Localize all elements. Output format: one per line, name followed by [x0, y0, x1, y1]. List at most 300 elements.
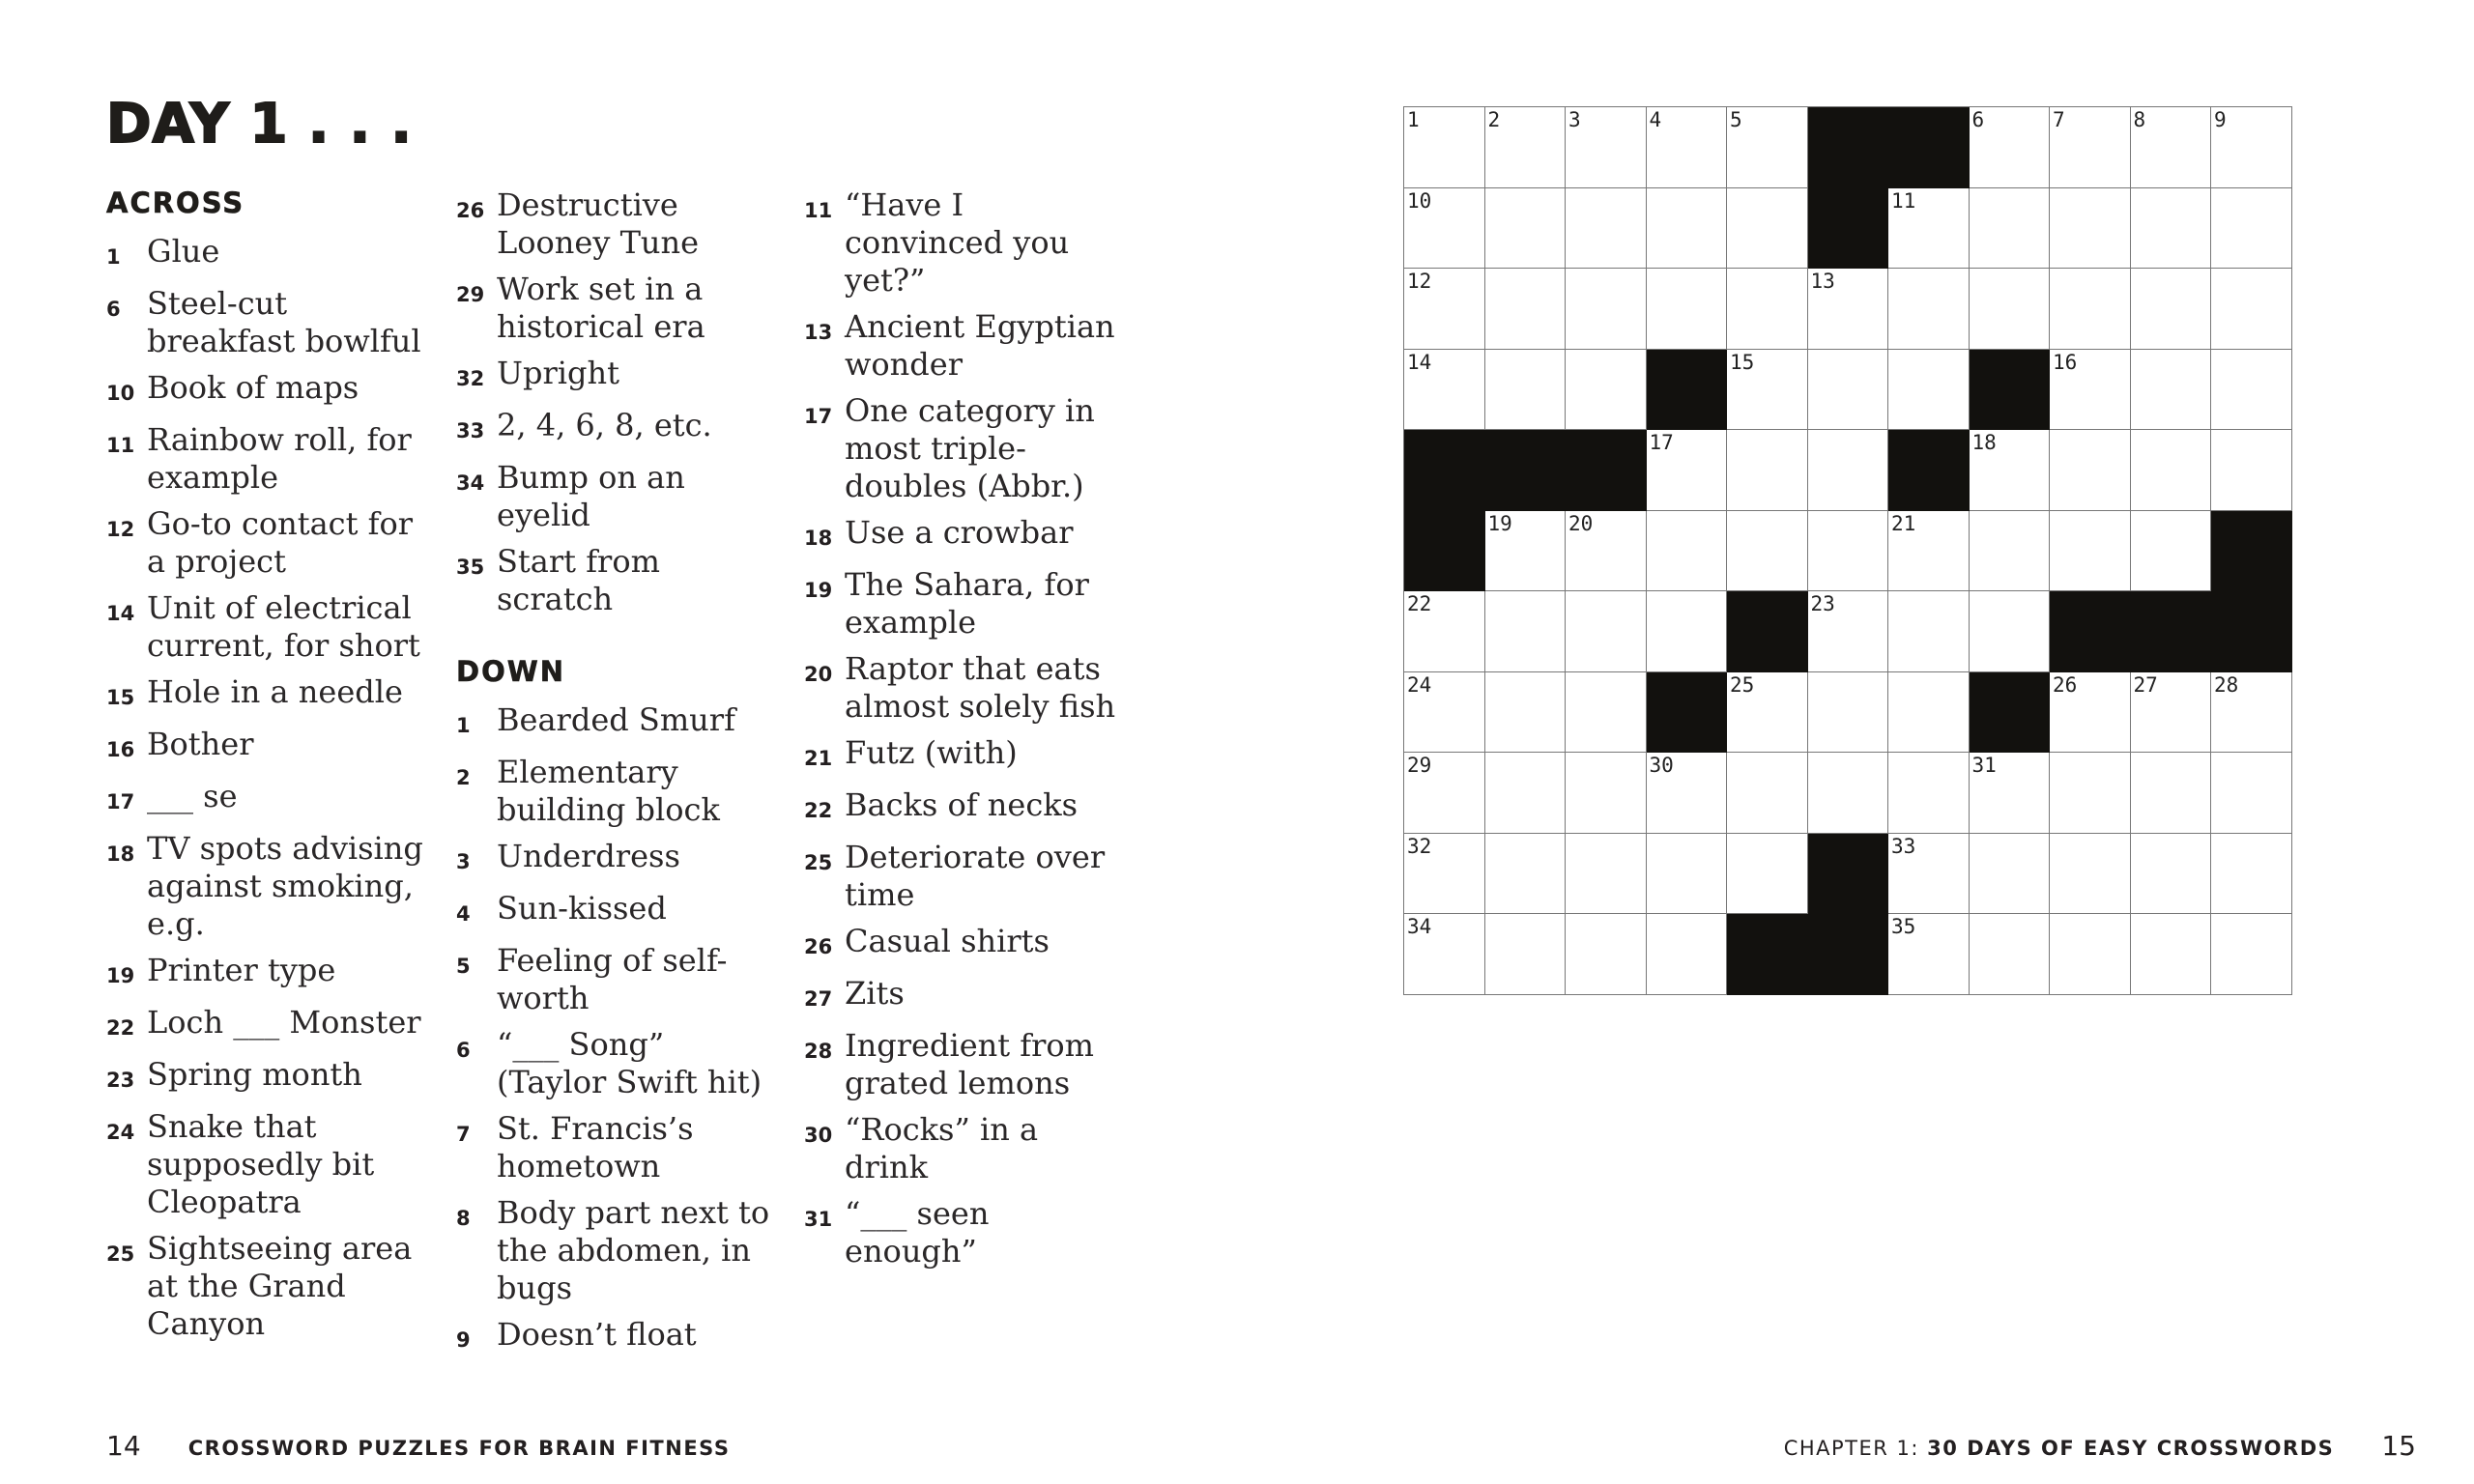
- cell-number: 4: [1649, 108, 1662, 131]
- cell-number: 15: [1730, 350, 1755, 374]
- grid-cell[interactable]: [2131, 350, 2212, 431]
- clue-text: Printer type: [147, 952, 336, 988]
- grid-cell[interactable]: [1888, 914, 1970, 995]
- cell-number: 30: [1649, 754, 1674, 777]
- grid-cell[interactable]: [2211, 914, 2292, 995]
- clue-number: 1: [106, 245, 121, 269]
- clue-item: [456, 271, 775, 346]
- across-heading: ACROSS: [106, 186, 245, 219]
- grid-cell[interactable]: [1970, 834, 2051, 915]
- clue-number: 10: [106, 382, 135, 405]
- clue-number: 33: [456, 419, 485, 442]
- clue-column-1: [106, 186, 425, 1352]
- clue-item: [456, 1110, 775, 1185]
- clue-text: Underdress: [497, 838, 680, 874]
- cell-number: 13: [1810, 270, 1835, 293]
- grid-block: [2211, 511, 2292, 592]
- grid-cell[interactable]: [1566, 591, 1647, 672]
- clue-item: [106, 1230, 425, 1343]
- clue-text: Bump on an eyelid: [497, 459, 685, 533]
- crossword-grid: [1403, 106, 2292, 995]
- grid-cell[interactable]: [2211, 834, 2292, 915]
- clue-number: 19: [106, 964, 135, 987]
- grid-cell[interactable]: [2131, 672, 2212, 754]
- chapter-label: [1784, 1437, 2335, 1460]
- clue-text: ___ se: [147, 778, 238, 814]
- clue-number: 5: [456, 955, 471, 978]
- clue-number: 26: [804, 935, 833, 958]
- grid-cell[interactable]: [2211, 753, 2292, 834]
- clue-item: [456, 838, 775, 881]
- clue-text: Unit of electrical current, for short: [147, 589, 420, 664]
- clue-item: [804, 392, 1123, 505]
- grid-cell[interactable]: [1970, 107, 2051, 188]
- clue-text: Use a crowbar: [845, 514, 1074, 551]
- grid-cell[interactable]: [1970, 511, 2051, 592]
- clue-item: [456, 407, 775, 450]
- grid-cell[interactable]: [1727, 834, 1808, 915]
- cell-number: 17: [1649, 431, 1674, 454]
- cell-number: 2: [1487, 108, 1501, 131]
- cell-number: 5: [1730, 108, 1742, 131]
- cell-number: 28: [2214, 672, 2239, 697]
- grid-cell[interactable]: [1404, 672, 1485, 754]
- cell-number: 6: [1971, 108, 1985, 131]
- grid-cell[interactable]: [1647, 914, 1728, 995]
- clue-text: TV spots advising against smoking, e.g.: [147, 830, 423, 942]
- cell-number: 26: [2053, 672, 2078, 697]
- grid-cell[interactable]: [1888, 834, 1970, 915]
- clue-number: 7: [456, 1123, 471, 1146]
- clue-number: 25: [804, 851, 833, 874]
- clue-text: “___ Song” (Taylor Swift hit): [497, 1026, 762, 1100]
- clue-number: 20: [804, 663, 833, 686]
- grid-cell[interactable]: [1647, 591, 1728, 672]
- clue-item: [106, 1056, 425, 1099]
- clue-text: St. Francis’s hometown: [497, 1110, 694, 1184]
- grid-cell[interactable]: [2211, 672, 2292, 754]
- clue-item: [804, 186, 1123, 300]
- clue-text: “___ seen enough”: [845, 1195, 990, 1270]
- grid-cell[interactable]: [1485, 269, 1567, 350]
- clue-number: 19: [804, 579, 833, 602]
- grid-cell[interactable]: [1888, 672, 1970, 754]
- grid-cell[interactable]: [1888, 269, 1970, 350]
- grid-block: [1808, 914, 1889, 995]
- clue-item: [804, 786, 1123, 830]
- grid-cell[interactable]: [1485, 834, 1567, 915]
- clue-text: Glue: [147, 233, 220, 270]
- grid-block: [1808, 834, 1889, 915]
- cell-number: 16: [2053, 350, 2078, 374]
- clue-text: Spring month: [147, 1056, 362, 1093]
- grid-cell[interactable]: [1647, 511, 1728, 592]
- grid-cell[interactable]: [1808, 269, 1889, 350]
- grid-block: [1647, 672, 1728, 754]
- clue-text: Casual shirts: [845, 923, 1050, 959]
- grid-block: [2131, 591, 2212, 672]
- clue-item: [804, 839, 1123, 914]
- grid-block: [1727, 591, 1808, 672]
- grid-cell[interactable]: [1808, 591, 1889, 672]
- clue-item: [106, 673, 425, 717]
- clue-number: 9: [456, 1328, 471, 1352]
- grid-cell[interactable]: [2131, 188, 2212, 270]
- clue-item: [106, 421, 425, 497]
- cell-number: 29: [1407, 754, 1432, 777]
- clue-text: Sun-kissed: [497, 890, 667, 927]
- clue-text: Destructive Looney Tune: [497, 186, 700, 261]
- grid-block: [1888, 430, 1970, 511]
- clue-column-3: [804, 186, 1123, 1279]
- clue-text: Elementary building block: [497, 754, 720, 828]
- clue-item: [456, 1194, 775, 1307]
- grid-cell[interactable]: [1727, 188, 1808, 270]
- clue-text: “Have I convinced you yet?”: [845, 186, 1070, 299]
- cell-number: 21: [1891, 511, 1916, 535]
- grid-cell[interactable]: [1566, 188, 1647, 270]
- clue-item: [804, 975, 1123, 1018]
- cell-number: 8: [2133, 108, 2146, 131]
- grid-cell[interactable]: [1727, 511, 1808, 592]
- clue-item: [106, 589, 425, 665]
- grid-cell[interactable]: [1485, 591, 1567, 672]
- cell-number: 11: [1891, 188, 1916, 213]
- grid-cell[interactable]: [2050, 753, 2131, 834]
- clue-text: Ingredient from grated lemons: [845, 1027, 1095, 1101]
- grid-cell[interactable]: [1888, 188, 1970, 270]
- clue-item: [106, 505, 425, 581]
- clue-item: [456, 754, 775, 829]
- grid-block: [1808, 188, 1889, 270]
- clue-number: 21: [804, 747, 833, 770]
- grid-cell[interactable]: [2050, 188, 2131, 270]
- clue-column-2: [456, 186, 775, 1368]
- clue-number: 34: [456, 471, 485, 495]
- clue-number: 2: [456, 766, 471, 789]
- grid-cell[interactable]: [1566, 753, 1647, 834]
- grid-block: [1808, 107, 1889, 188]
- grid-cell[interactable]: [2211, 188, 2292, 270]
- grid-cell[interactable]: [2211, 269, 2292, 350]
- clue-number: 17: [804, 405, 833, 428]
- clue-number: 17: [106, 790, 135, 813]
- clue-number: 11: [804, 199, 833, 222]
- clue-number: 35: [456, 556, 485, 579]
- clue-number: 28: [804, 1040, 833, 1063]
- grid-block: [1727, 914, 1808, 995]
- grid-cell[interactable]: [1970, 269, 2051, 350]
- clue-number: 25: [106, 1242, 135, 1266]
- grid-cell[interactable]: [1727, 753, 1808, 834]
- grid-cell[interactable]: [1485, 672, 1567, 754]
- clue-item: [804, 514, 1123, 557]
- clue-number: 13: [804, 321, 833, 344]
- clue-text: Go-to contact for a project: [147, 505, 414, 580]
- clue-text: Body part next to the abdomen, in bugs: [497, 1194, 770, 1306]
- grid-cell[interactable]: [1404, 753, 1485, 834]
- grid-cell[interactable]: [1727, 107, 1808, 188]
- clue-text: Futz (with): [845, 734, 1018, 771]
- grid-cell[interactable]: [2050, 430, 2131, 511]
- clue-item: [106, 778, 425, 821]
- cell-number: 12: [1407, 270, 1432, 293]
- clue-item: [456, 942, 775, 1017]
- grid-cell[interactable]: [1888, 591, 1970, 672]
- grid-cell[interactable]: [1888, 350, 1970, 431]
- clue-number: 24: [106, 1121, 135, 1144]
- grid-cell[interactable]: [1566, 914, 1647, 995]
- clue-text: Bother: [147, 726, 254, 762]
- clue-item: [804, 650, 1123, 726]
- cell-number: 19: [1487, 511, 1512, 535]
- clue-text: Rainbow roll, for example: [147, 421, 412, 496]
- clue-item: [804, 1195, 1123, 1270]
- grid-block: [1970, 350, 2051, 431]
- grid-block: [1970, 672, 2051, 754]
- clue-text: Bearded Smurf: [497, 701, 735, 738]
- grid-cell[interactable]: [1404, 350, 1485, 431]
- clue-text: Hole in a needle: [147, 673, 403, 710]
- clue-item: [804, 1027, 1123, 1102]
- cell-number: 33: [1891, 834, 1916, 858]
- grid-cell[interactable]: [2050, 107, 2131, 188]
- clue-item: [106, 952, 425, 995]
- grid-cell[interactable]: [1404, 914, 1485, 995]
- clue-number: 23: [106, 1069, 135, 1092]
- grid-cell[interactable]: [1727, 269, 1808, 350]
- page-title: DAY 1 . . .: [106, 93, 413, 156]
- grid-cell[interactable]: [1888, 753, 1970, 834]
- grid-cell[interactable]: [1970, 914, 2051, 995]
- cell-number: 10: [1407, 188, 1432, 213]
- clue-item: [456, 1316, 775, 1359]
- clue-text: The Sahara, for example: [845, 566, 1089, 641]
- clue-item: [456, 543, 775, 618]
- clue-number: 6: [106, 298, 121, 321]
- grid-block: [1404, 430, 1485, 511]
- grid-cell[interactable]: [1970, 188, 2051, 270]
- grid-cell[interactable]: [2131, 269, 2212, 350]
- grid-cell[interactable]: [1647, 269, 1728, 350]
- cell-number: 35: [1891, 915, 1916, 938]
- grid-cell[interactable]: [1970, 430, 2051, 511]
- grid-cell[interactable]: [1404, 188, 1485, 270]
- cell-number: 34: [1407, 915, 1432, 938]
- clue-number: 3: [456, 850, 471, 873]
- clue-item: [804, 734, 1123, 778]
- grid-cell[interactable]: [1404, 269, 1485, 350]
- clue-number: 16: [106, 738, 135, 761]
- grid-block: [1566, 430, 1647, 511]
- grid-cell[interactable]: [1970, 753, 2051, 834]
- clue-number: 6: [456, 1039, 471, 1062]
- clue-item: [456, 459, 775, 534]
- grid-cell[interactable]: [2211, 350, 2292, 431]
- grid-cell[interactable]: [2050, 269, 2131, 350]
- cell-number: 23: [1810, 592, 1835, 615]
- clue-number: 26: [456, 199, 485, 222]
- clue-text: One category in most triple-doubles (Abbr.): [845, 392, 1095, 504]
- clue-number: 22: [804, 799, 833, 822]
- clue-item: [456, 701, 775, 745]
- grid-cell[interactable]: [1485, 753, 1567, 834]
- clue-text: Sightseeing area at the Grand Canyon: [147, 1230, 413, 1342]
- grid-cell[interactable]: [1647, 188, 1728, 270]
- clue-text: Feeling of self-worth: [497, 942, 728, 1016]
- clue-text: “Rocks” in a drink: [845, 1111, 1039, 1185]
- clue-text: Zits: [845, 975, 905, 1012]
- grid-block: [2211, 591, 2292, 672]
- grid-cell[interactable]: [1566, 107, 1647, 188]
- grid-cell[interactable]: [1485, 914, 1567, 995]
- grid-cell[interactable]: [1404, 591, 1485, 672]
- clue-item: [804, 1111, 1123, 1186]
- clue-item: [804, 566, 1123, 642]
- cell-number: 32: [1407, 834, 1432, 858]
- clue-text: Deteriorate over time: [845, 839, 1106, 913]
- clue-number: 32: [456, 367, 485, 390]
- clue-number: 27: [804, 987, 833, 1011]
- clue-item: [106, 830, 425, 943]
- grid-cell[interactable]: [2050, 511, 2131, 592]
- grid-cell[interactable]: [2050, 350, 2131, 431]
- grid-cell[interactable]: [1566, 511, 1647, 592]
- cell-number: 7: [2053, 108, 2065, 131]
- clue-text: Loch ___ Monster: [147, 1004, 421, 1041]
- grid-cell[interactable]: [1808, 753, 1889, 834]
- grid-cell[interactable]: [2131, 107, 2212, 188]
- grid-cell[interactable]: [2050, 834, 2131, 915]
- grid-block: [1485, 430, 1567, 511]
- book-title: CROSSWORD PUZZLES FOR BRAIN FITNESS: [187, 1437, 731, 1460]
- clue-number: 14: [106, 602, 135, 625]
- grid-cell[interactable]: [1404, 107, 1485, 188]
- grid-cell[interactable]: [1647, 430, 1728, 511]
- chapter-title: 30 DAYS OF EASY CROSSWORDS: [1927, 1437, 2335, 1460]
- clue-number: 29: [456, 283, 485, 306]
- cell-number: 18: [1971, 431, 1997, 454]
- clue-item: [456, 1026, 775, 1101]
- cell-number: 31: [1971, 754, 1997, 777]
- clue-number: 11: [106, 434, 135, 457]
- grid-cell[interactable]: [1727, 430, 1808, 511]
- clue-number: 15: [106, 686, 135, 709]
- grid-cell[interactable]: [1888, 511, 1970, 592]
- grid-block: [1647, 350, 1728, 431]
- clue-number: 18: [106, 842, 135, 866]
- clue-item: [804, 923, 1123, 966]
- footer-right: [1784, 1430, 2416, 1462]
- footer-left: [106, 1430, 730, 1462]
- grid-cell[interactable]: [1970, 591, 2051, 672]
- clue-number: 12: [106, 518, 135, 541]
- grid-cell[interactable]: [1566, 672, 1647, 754]
- grid-cell[interactable]: [2050, 672, 2131, 754]
- grid-cell[interactable]: [1485, 511, 1567, 592]
- cell-number: 20: [1568, 511, 1594, 535]
- clue-text: 2, 4, 6, 8, etc.: [497, 407, 712, 443]
- grid-block: [1404, 511, 1485, 592]
- cell-number: 3: [1568, 108, 1581, 131]
- clue-item: [456, 890, 775, 933]
- grid-cell[interactable]: [2050, 914, 2131, 995]
- grid-cell[interactable]: [1485, 188, 1567, 270]
- clue-number: 18: [804, 527, 833, 550]
- clue-item: [106, 233, 425, 276]
- grid-cell[interactable]: [2131, 430, 2212, 511]
- clue-text: Work set in a historical era: [497, 271, 705, 345]
- grid-cell[interactable]: [2131, 511, 2212, 592]
- grid-cell[interactable]: [2131, 834, 2212, 915]
- grid-cell[interactable]: [1566, 350, 1647, 431]
- clue-number: 31: [804, 1208, 833, 1231]
- clue-text: Backs of necks: [845, 786, 1079, 823]
- grid-cell[interactable]: [2131, 914, 2212, 995]
- grid-cell[interactable]: [1485, 107, 1567, 188]
- clue-number: 4: [456, 902, 471, 926]
- clue-text: Snake that supposedly bit Cleopatra: [147, 1108, 375, 1220]
- clue-number: 30: [804, 1124, 833, 1147]
- grid-cell[interactable]: [1808, 672, 1889, 754]
- clue-item: [106, 1108, 425, 1221]
- clue-text: Start from scratch: [497, 543, 660, 617]
- cell-number: 27: [2133, 672, 2158, 697]
- clue-item: [106, 726, 425, 769]
- grid-cell[interactable]: [1727, 350, 1808, 431]
- grid-cell[interactable]: [2131, 753, 2212, 834]
- grid-block: [1888, 107, 1970, 188]
- grid-cell[interactable]: [1404, 834, 1485, 915]
- grid-cell[interactable]: [1808, 350, 1889, 431]
- clue-number: 1: [456, 714, 471, 737]
- clue-text: Ancient Egyptian wonder: [845, 308, 1115, 383]
- chapter-prefix: CHAPTER 1:: [1783, 1437, 1919, 1460]
- clue-text: Doesn’t float: [497, 1316, 697, 1353]
- clue-text: Upright: [497, 355, 619, 391]
- cell-number: 14: [1407, 350, 1432, 374]
- clue-text: Book of maps: [147, 369, 360, 406]
- grid-cell[interactable]: [1647, 834, 1728, 915]
- grid-block: [2050, 591, 2131, 672]
- grid-cell[interactable]: [1808, 430, 1889, 511]
- cell-number: 9: [2214, 108, 2227, 131]
- clue-item: [106, 285, 425, 360]
- grid-cell[interactable]: [2211, 430, 2292, 511]
- clue-number: 22: [106, 1016, 135, 1040]
- clue-item: [456, 186, 775, 262]
- grid-cell[interactable]: [1566, 834, 1647, 915]
- grid-cell[interactable]: [1647, 753, 1728, 834]
- page-number-right: 15: [2381, 1430, 2416, 1462]
- cell-number: 25: [1730, 672, 1755, 697]
- clue-item: [804, 308, 1123, 384]
- grid-cell[interactable]: [1727, 672, 1808, 754]
- grid-cell[interactable]: [1485, 350, 1567, 431]
- grid-cell[interactable]: [1647, 107, 1728, 188]
- clue-item: [106, 1004, 425, 1047]
- cell-number: 22: [1407, 592, 1432, 615]
- cell-number: 1: [1407, 108, 1420, 131]
- grid-cell[interactable]: [1808, 511, 1889, 592]
- grid-cell[interactable]: [2211, 107, 2292, 188]
- down-heading: DOWN: [456, 655, 565, 688]
- cell-number: 24: [1407, 672, 1432, 697]
- clue-item: [106, 369, 425, 413]
- grid-cell[interactable]: [1566, 269, 1647, 350]
- clue-text: Steel-cut breakfast bowlful: [147, 285, 421, 359]
- clue-item: [456, 355, 775, 398]
